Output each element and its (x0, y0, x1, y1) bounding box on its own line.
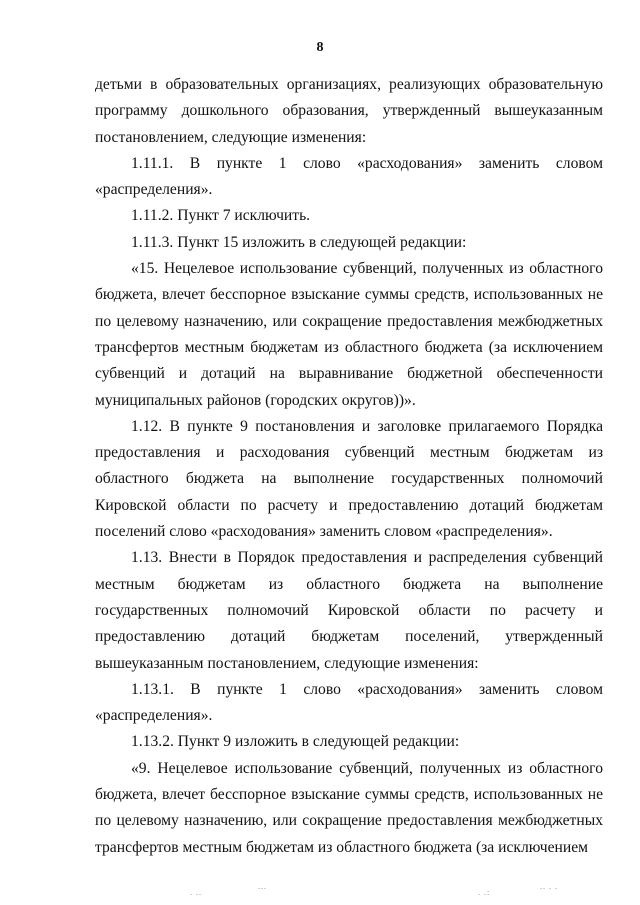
paragraph: 1.13.1. В пункте 1 слово «расходования» заменить словом «распределения». (95, 680, 603, 725)
paragraph: 1.13.2. Пункт 9 изложить в следующей редакции: (131, 733, 460, 751)
scan-mark: .. . . (540, 882, 558, 891)
scan-mark: . .: (478, 888, 491, 897)
paragraph: 1.12. В пункте 9 постановления и заголовке прилагаемого Порядка предоставления и расходования субвенций местным бюджетам из областного бюджета на выполнение государственных полномочий Кировской области по расчету и предоставлению дотаций бюджетам поселений слово «расходования» заменить словом «распределения». (95, 417, 603, 541)
paragraph: 1.11.2. Пункт 7 исключить. (131, 207, 311, 225)
document-body (95, 72, 603, 861)
paragraph: «15. Нецелевое использование субвенций, полученных из областного бюджета, влечет бесспорное взыскание суммы средств, использованных не по целевому назначению, или сокращение предоставления межбюджетных трансфертов местным бюджетам из областного бюджета (за исключением субвенций и дотаций на выравнивание бюджетной обеспеченности муниципальных районов (городских округов))». (95, 260, 603, 409)
scan-mark: . .. (190, 888, 202, 897)
paragraph: «9. Нецелевое использование субвенций, полученных из областного бюджета, влечет бесспорное взыскание суммы средств, использованных не по целевому назначению, или сокращение предоставления межбюджетных трансфертов местным бюджетам из областного бюджета (за исключением (95, 759, 603, 856)
paragraph: 1.13. Внести в Порядок предоставления и распределения субвенций местным бюджетам из областного бюджета на выполнение государственных полномочий Кировской области по расчету и предоставлению дотаций бюджетам поселений, утвержденный вышеуказанным постановлением, следующие изменения: (95, 549, 603, 672)
paragraph: детьми в образовательных организациях, реализующих образовательную программу дошкольного образования, утвержденный вышеуказанным постановлением, следующие изменения: (95, 76, 603, 146)
page-number: 8 (316, 40, 324, 55)
paragraph: 1.11.3. Пункт 15 изложить в следующей редакции: (131, 233, 467, 251)
paragraph: 1.11.1. В пункте 1 слово «расходования» заменить словом «распределения». (95, 154, 603, 199)
scan-mark: ... (258, 882, 267, 891)
